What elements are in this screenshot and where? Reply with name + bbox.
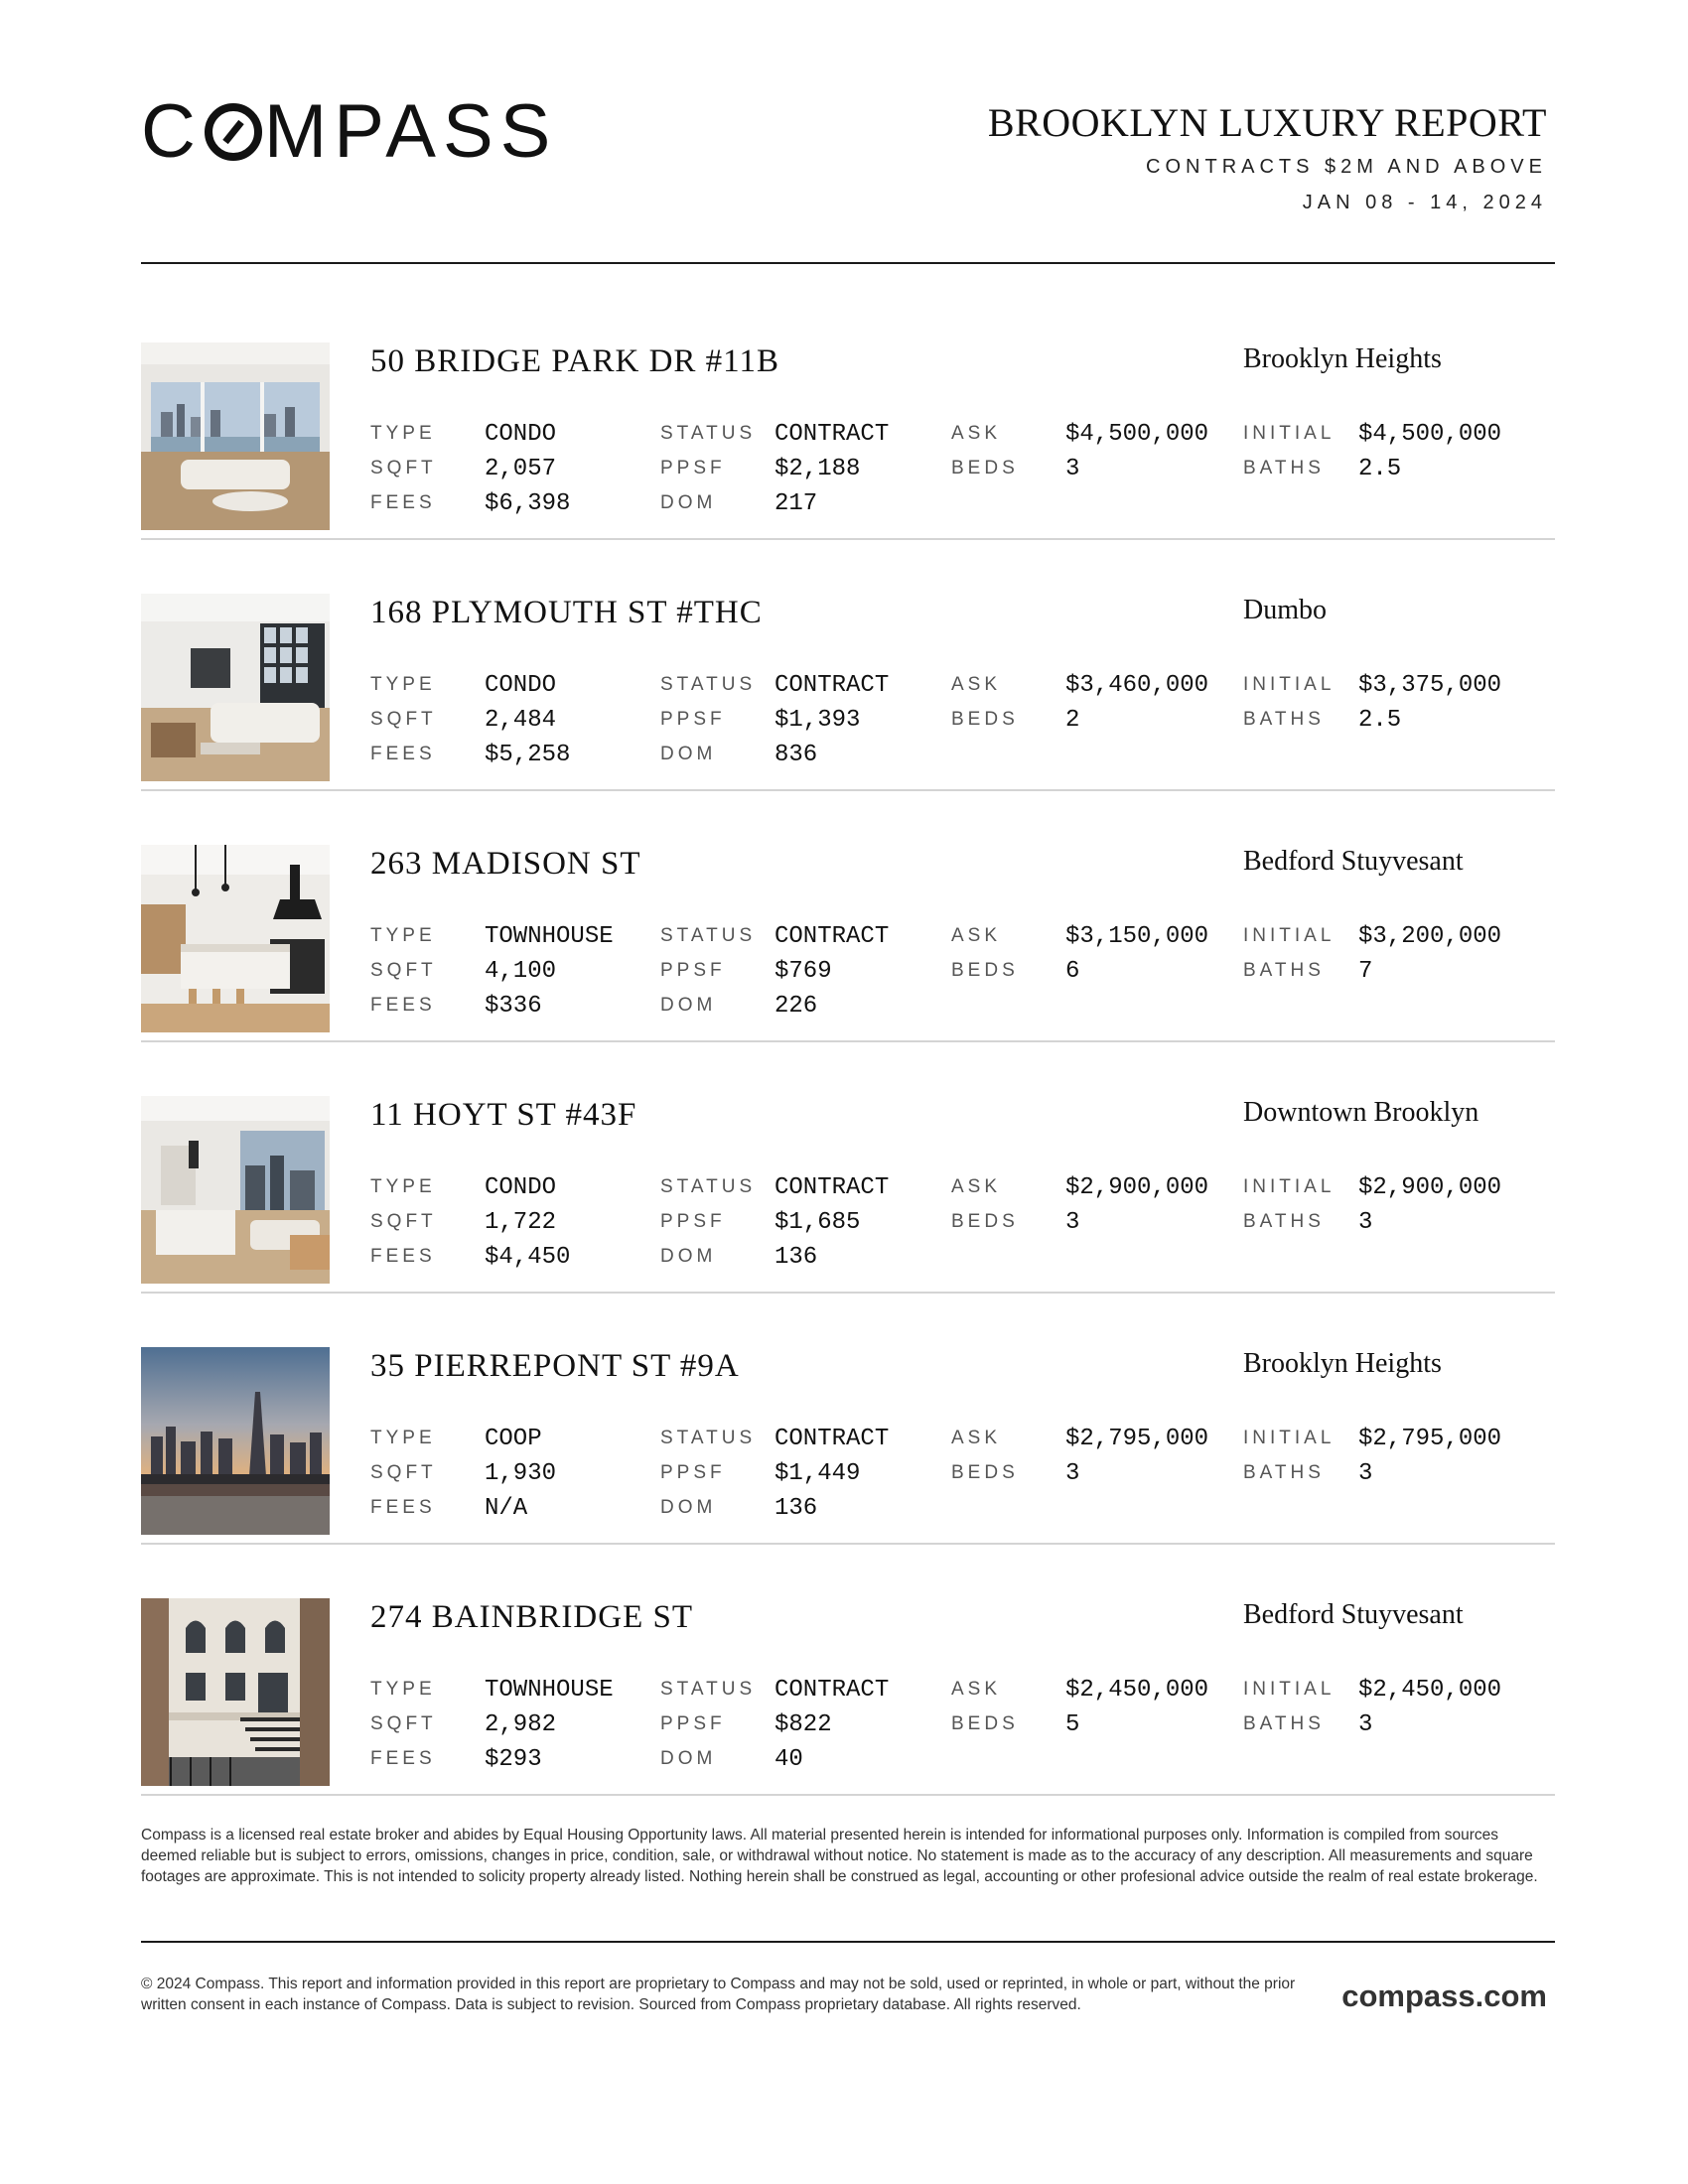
label-ppsf: PPSF	[660, 1713, 726, 1734]
value-initial: $2,900,000	[1358, 1174, 1502, 1201]
label-initial: INITIAL	[1243, 1679, 1336, 1700]
value-type: COOP	[485, 1426, 542, 1452]
value-baths: 7	[1358, 958, 1373, 985]
value-ask: $2,450,000	[1065, 1677, 1209, 1704]
value-initial: $2,450,000	[1358, 1677, 1502, 1704]
label-beds: BEDS	[951, 960, 1019, 981]
listing-neighborhood: Downtown Brooklyn	[1243, 1097, 1479, 1128]
label-status: STATUS	[660, 674, 757, 695]
value-fees: $336	[485, 993, 542, 1020]
value-status: CONTRACT	[774, 1677, 890, 1704]
value-dom: 136	[774, 1495, 818, 1522]
value-baths: 3	[1358, 1711, 1373, 1738]
website-link[interactable]: compass.com	[1341, 1979, 1547, 2013]
value-dom: 217	[774, 490, 818, 517]
value-initial: $4,500,000	[1358, 421, 1502, 448]
report-subtitle: CONTRACTS $2M AND ABOVE	[1146, 156, 1547, 178]
listing-neighborhood: Brooklyn Heights	[1243, 1348, 1442, 1379]
value-beds: 3	[1065, 1209, 1080, 1236]
label-dom: DOM	[660, 995, 717, 1016]
listing-photo[interactable]	[141, 1598, 330, 1786]
value-fees: N/A	[485, 1495, 528, 1522]
listing-neighborhood: Dumbo	[1243, 595, 1327, 625]
label-beds: BEDS	[951, 458, 1019, 478]
value-dom: 836	[774, 742, 818, 768]
value-sqft: 4,100	[485, 958, 557, 985]
label-beds: BEDS	[951, 709, 1019, 730]
label-baths: BATHS	[1243, 1462, 1325, 1483]
label-sqft: SQFT	[370, 1462, 437, 1483]
label-type: TYPE	[370, 925, 436, 946]
label-ask: ASK	[951, 674, 1002, 695]
listing-photo[interactable]	[141, 845, 330, 1032]
value-sqft: 2,484	[485, 707, 557, 734]
value-fees: $4,450	[485, 1244, 571, 1271]
label-beds: BEDS	[951, 1211, 1019, 1232]
label-dom: DOM	[660, 492, 717, 513]
label-baths: BATHS	[1243, 960, 1325, 981]
label-dom: DOM	[660, 1246, 717, 1267]
report-title: BROOKLYN LUXURY REPORT	[987, 100, 1547, 145]
value-initial: $3,200,000	[1358, 923, 1502, 950]
listing-divider	[141, 1794, 1555, 1796]
value-type: TOWNHOUSE	[485, 1677, 614, 1704]
label-fees: FEES	[370, 995, 436, 1016]
value-status: CONTRACT	[774, 672, 890, 699]
value-type: CONDO	[485, 1174, 557, 1201]
listing-photo[interactable]	[141, 1096, 330, 1284]
label-initial: INITIAL	[1243, 423, 1336, 444]
value-sqft: 1,722	[485, 1209, 557, 1236]
label-ppsf: PPSF	[660, 709, 726, 730]
label-ask: ASK	[951, 1679, 1002, 1700]
label-dom: DOM	[660, 1748, 717, 1769]
listing-photo[interactable]	[141, 594, 330, 781]
label-fees: FEES	[370, 1497, 436, 1518]
listing-address[interactable]: 168 PLYMOUTH ST #THC	[370, 595, 763, 630]
listing-address[interactable]: 50 BRIDGE PARK DR #11B	[370, 343, 779, 379]
value-beds: 6	[1065, 958, 1080, 985]
label-baths: BATHS	[1243, 1211, 1325, 1232]
value-baths: 2.5	[1358, 707, 1402, 734]
value-dom: 136	[774, 1244, 818, 1271]
value-ask: $3,460,000	[1065, 672, 1209, 699]
listing-row[interactable]	[141, 1293, 1555, 1544]
label-ask: ASK	[951, 423, 1002, 444]
listing-row[interactable]	[141, 1544, 1555, 1795]
label-sqft: SQFT	[370, 1211, 437, 1232]
label-fees: FEES	[370, 1246, 436, 1267]
listing-neighborhood: Bedford Stuyvesant	[1243, 846, 1464, 877]
listing-address[interactable]: 35 PIERREPONT ST #9A	[370, 1348, 740, 1384]
label-ppsf: PPSF	[660, 1211, 726, 1232]
value-sqft: 2,057	[485, 456, 557, 482]
value-type: TOWNHOUSE	[485, 923, 614, 950]
value-ppsf: $1,449	[774, 1460, 861, 1487]
value-beds: 2	[1065, 707, 1080, 734]
label-dom: DOM	[660, 1497, 717, 1518]
value-ask: $4,500,000	[1065, 421, 1209, 448]
listing-row[interactable]	[141, 1041, 1555, 1293]
value-ask: $2,900,000	[1065, 1174, 1209, 1201]
value-initial: $2,795,000	[1358, 1426, 1502, 1452]
value-sqft: 1,930	[485, 1460, 557, 1487]
value-dom: 40	[774, 1746, 803, 1773]
disclaimer-text: Compass is a licensed real estate broker and abides by Equal Housing Opportunity laws. All material presented herein is intended for informational purposes only. Information is compiled from sources deemed reliable but is subject to errors, omissions, changes in price, condition, sale, or withdrawal without notice. No statement is made as to the accuracy of any description. All measurements and square footages are approximate. This is not intended to solicity property already listed. Nothing herein shall be construed as legal, accounting or other profesional advice outside the realm of real estate brokerage.	[141, 1827, 1538, 1885]
label-status: STATUS	[660, 1428, 757, 1448]
listing-row[interactable]	[141, 288, 1555, 539]
value-fees: $6,398	[485, 490, 571, 517]
value-type: CONDO	[485, 421, 557, 448]
label-initial: INITIAL	[1243, 925, 1336, 946]
value-ppsf: $769	[774, 958, 832, 985]
label-beds: BEDS	[951, 1713, 1019, 1734]
listing-address[interactable]: 11 HOYT ST #43F	[370, 1097, 637, 1133]
listing-row[interactable]	[141, 539, 1555, 790]
label-ask: ASK	[951, 925, 1002, 946]
value-sqft: 2,982	[485, 1711, 557, 1738]
label-type: TYPE	[370, 1176, 436, 1197]
label-status: STATUS	[660, 423, 757, 444]
value-ppsf: $822	[774, 1711, 832, 1738]
value-status: CONTRACT	[774, 1426, 890, 1452]
header-divider	[141, 262, 1555, 264]
label-ppsf: PPSF	[660, 1462, 726, 1483]
label-status: STATUS	[660, 925, 757, 946]
value-fees: $5,258	[485, 742, 571, 768]
value-ppsf: $1,685	[774, 1209, 861, 1236]
value-ask: $3,150,000	[1065, 923, 1209, 950]
label-dom: DOM	[660, 744, 717, 764]
logo-o-icon	[204, 102, 263, 162]
label-type: TYPE	[370, 1679, 436, 1700]
listing-photo[interactable]	[141, 1347, 330, 1535]
listing-address[interactable]: 274 BAINBRIDGE ST	[370, 1599, 694, 1635]
label-type: TYPE	[370, 423, 436, 444]
listing-address[interactable]: 263 MADISON ST	[370, 846, 641, 882]
label-fees: FEES	[370, 744, 436, 764]
label-initial: INITIAL	[1243, 1428, 1336, 1448]
report-date-range: JAN 08 - 14, 2024	[1302, 192, 1547, 213]
label-type: TYPE	[370, 1428, 436, 1448]
value-status: CONTRACT	[774, 421, 890, 448]
label-type: TYPE	[370, 674, 436, 695]
listing-neighborhood: Bedford Stuyvesant	[1243, 1599, 1464, 1630]
label-beds: BEDS	[951, 1462, 1019, 1483]
value-fees: $293	[485, 1746, 542, 1773]
listing-neighborhood: Brooklyn Heights	[1243, 343, 1442, 374]
value-baths: 2.5	[1358, 456, 1402, 482]
label-initial: INITIAL	[1243, 674, 1336, 695]
label-fees: FEES	[370, 492, 436, 513]
label-sqft: SQFT	[370, 1713, 437, 1734]
compass-logo: C MPASS	[141, 89, 558, 174]
footer-divider	[141, 1941, 1555, 1943]
copyright-text: © 2024 Compass. This report and information provided in this report are proprietary to Compass and may not be sold, used or reprinted, in whole or part, without the prior written consent in each instance of Compass. Data is subject to revision. Sourced from Compass proprietary database. All rights reserved.	[141, 1976, 1296, 2013]
label-initial: INITIAL	[1243, 1176, 1336, 1197]
value-baths: 3	[1358, 1460, 1373, 1487]
value-ppsf: $1,393	[774, 707, 861, 734]
value-status: CONTRACT	[774, 923, 890, 950]
label-status: STATUS	[660, 1679, 757, 1700]
label-baths: BATHS	[1243, 709, 1325, 730]
label-ppsf: PPSF	[660, 458, 726, 478]
label-sqft: SQFT	[370, 960, 437, 981]
value-status: CONTRACT	[774, 1174, 890, 1201]
value-ppsf: $2,188	[774, 456, 861, 482]
label-status: STATUS	[660, 1176, 757, 1197]
value-ask: $2,795,000	[1065, 1426, 1209, 1452]
label-fees: FEES	[370, 1748, 436, 1769]
label-sqft: SQFT	[370, 458, 437, 478]
listing-row[interactable]	[141, 790, 1555, 1041]
listing-photo[interactable]	[141, 342, 330, 530]
value-baths: 3	[1358, 1209, 1373, 1236]
label-ask: ASK	[951, 1176, 1002, 1197]
label-ask: ASK	[951, 1428, 1002, 1448]
label-baths: BATHS	[1243, 458, 1325, 478]
value-beds: 5	[1065, 1711, 1080, 1738]
value-type: CONDO	[485, 672, 557, 699]
value-initial: $3,375,000	[1358, 672, 1502, 699]
value-beds: 3	[1065, 1460, 1080, 1487]
label-sqft: SQFT	[370, 709, 437, 730]
value-beds: 3	[1065, 456, 1080, 482]
label-ppsf: PPSF	[660, 960, 726, 981]
label-baths: BATHS	[1243, 1713, 1325, 1734]
value-dom: 226	[774, 993, 818, 1020]
